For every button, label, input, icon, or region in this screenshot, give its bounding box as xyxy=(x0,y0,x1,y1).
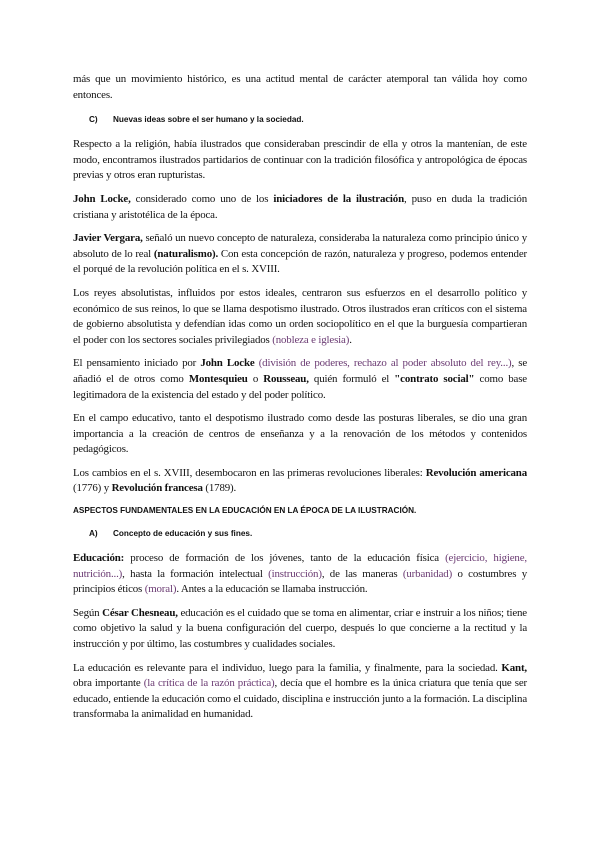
bold-run: Educación: xyxy=(73,552,125,565)
paragraph-thought xyxy=(73,356,527,403)
text-run: , se añadió el de otros como xyxy=(73,357,528,385)
highlight-run: (nobleza e iglesia) xyxy=(272,333,350,346)
paragraph-absolutism xyxy=(73,286,527,348)
paragraph-kant xyxy=(73,661,527,723)
text-run: (1776) y xyxy=(73,482,112,495)
text-run: , puso en duda la tradición cristiana y aristotélica de la época. xyxy=(73,192,527,221)
bold-run: Montesquieu xyxy=(188,372,248,385)
text-run: quién formuló el xyxy=(308,372,395,385)
bold-run: Revolución francesa xyxy=(111,482,203,495)
heading-text: Concepto de educación y sus fines. xyxy=(113,529,253,539)
section-heading-a xyxy=(89,528,527,540)
bold-run: Rousseau, xyxy=(263,372,309,385)
bold-run: Kant, xyxy=(501,661,527,674)
heading-label: C) xyxy=(89,115,98,125)
highlight-run: (la crítica de la razón práctica) xyxy=(143,677,275,690)
text-run: . xyxy=(349,333,352,346)
document-body xyxy=(73,72,527,731)
heading-label: A) xyxy=(89,529,98,539)
bold-run: "contrato social" xyxy=(394,372,475,385)
text-run: más que un movimiento histórico, es una actitud mental de carácter atemporal tan válida hoy como entonces. xyxy=(73,73,527,101)
text-run: educación es el cuidado que se toma en alimentar, criar e instruir a los niños; tiene como objetivo la salud y la buena configuración del cuerpo, después lo que concierne a la rectitud y la instrucción y por último, las costumbres y cualidades sociales. xyxy=(73,606,527,651)
text-run: La educación es relevante para el individuo, luego para la familia, y finalmente, para la sociedad. xyxy=(73,661,502,674)
highlight-run: (instrucción) xyxy=(268,567,322,580)
highlight-run: (ejercicio, higiene, nutrición...) xyxy=(73,552,527,580)
text-run: (1789). xyxy=(202,482,237,495)
text-run: como base legitimadora de la existencia del estado y del poder político. xyxy=(73,372,527,401)
highlight-run: (división de poderes, rechazo al poder absoluto del rey...) xyxy=(254,357,512,370)
text-run: Los reyes absolutistas, influidos por estos ideales, centraron sus esfuerzos en el desarrollo político y económico de sus reinos, lo que se llama despotismo ilustrado. Otros ilustrados eran críticos con el sistema de gobierno absolutista y defendían idas como un orden sociopolítico en el que la burguesía compartieran el poder con los sectores sociales privilegiados xyxy=(73,286,527,346)
text-run: , hasta la formación intelectual xyxy=(122,567,269,580)
section-heading-c xyxy=(89,114,527,126)
text-run: Los cambios en el s. XVIII, desembocaron en las primeras revoluciones liberales: xyxy=(73,466,426,479)
bold-run: César Chesneau, xyxy=(102,606,178,619)
text-run: señaló un nuevo concepto de naturaleza, consideraba la naturaleza como principio único y absoluto de lo real xyxy=(73,232,527,260)
highlight-run: (moral) xyxy=(144,583,177,596)
paragraph-education-field xyxy=(73,411,527,458)
text-run: proceso de formación de los jóvenes, tanto de la educación física xyxy=(124,552,446,565)
text-run: El pensamiento iniciado por xyxy=(73,357,201,370)
text-run: . Antes a la educación se llamaba instrucción. xyxy=(176,583,368,596)
text-run: considerado como uno de los xyxy=(130,192,274,205)
bold-run: John Locke, xyxy=(73,192,131,205)
paragraph-revolutions xyxy=(73,466,527,497)
text-run: En el campo educativo, tanto el despotismo ilustrado como desde las posturas liberales, se dio una gran importancia a la creación de centros de enseñanza y a la renovación de los métodos y contenidos pedagógicos. xyxy=(73,412,527,456)
text-run: , decía que el hombre es la única criatura que tenía que ser educado, entiende la educación como el cuidado, disciplina e instrucción junto a la formación. La disciplina transformaba la animalidad en humanidad. xyxy=(73,677,527,721)
bold-run: John Locke xyxy=(200,357,255,370)
text-run: Respecto a la religión, había ilustrados que consideraban prescindir de ella y otros la mantenían, de este modo, encontramos ilustrados partidarios de continuar con la tradición filosófica y antropológica de épocas previas y otros eran rupturistas. xyxy=(73,138,527,182)
paragraph-locke xyxy=(73,192,527,223)
highlight-run: (urbanidad) xyxy=(402,567,453,580)
paragraph-religion xyxy=(73,137,527,184)
text-run: Con esta concepción de razón, naturaleza y progreso, podemos entender el porqué de la revolución política en el s. XVIII. xyxy=(73,247,527,276)
paragraph-intro xyxy=(73,72,527,103)
paragraph-definition xyxy=(73,551,527,598)
text-run: o costumbres y principios éticos xyxy=(73,567,527,596)
bold-run: Revolución americana xyxy=(425,466,527,479)
heading-text: Nuevas ideas sobre el ser humano y la sociedad. xyxy=(113,115,304,125)
text-run: o xyxy=(247,372,264,385)
text-run: obra importante xyxy=(73,677,144,690)
text-run: Según xyxy=(73,606,103,619)
paragraph-chesneau xyxy=(73,606,527,653)
bold-run: (naturalismo). xyxy=(153,247,219,260)
bold-run: iniciadores de la ilustración xyxy=(273,192,404,205)
text-run: , de las maneras xyxy=(321,567,403,580)
bold-run: Javier Vergara, xyxy=(73,232,143,245)
main-heading: ASPECTOS FUNDAMENTALES EN LA EDUCACIÓN EN LA ÉPOCA DE LA ILUSTRACIÓN. xyxy=(73,506,417,516)
paragraph-vergara xyxy=(73,231,527,278)
